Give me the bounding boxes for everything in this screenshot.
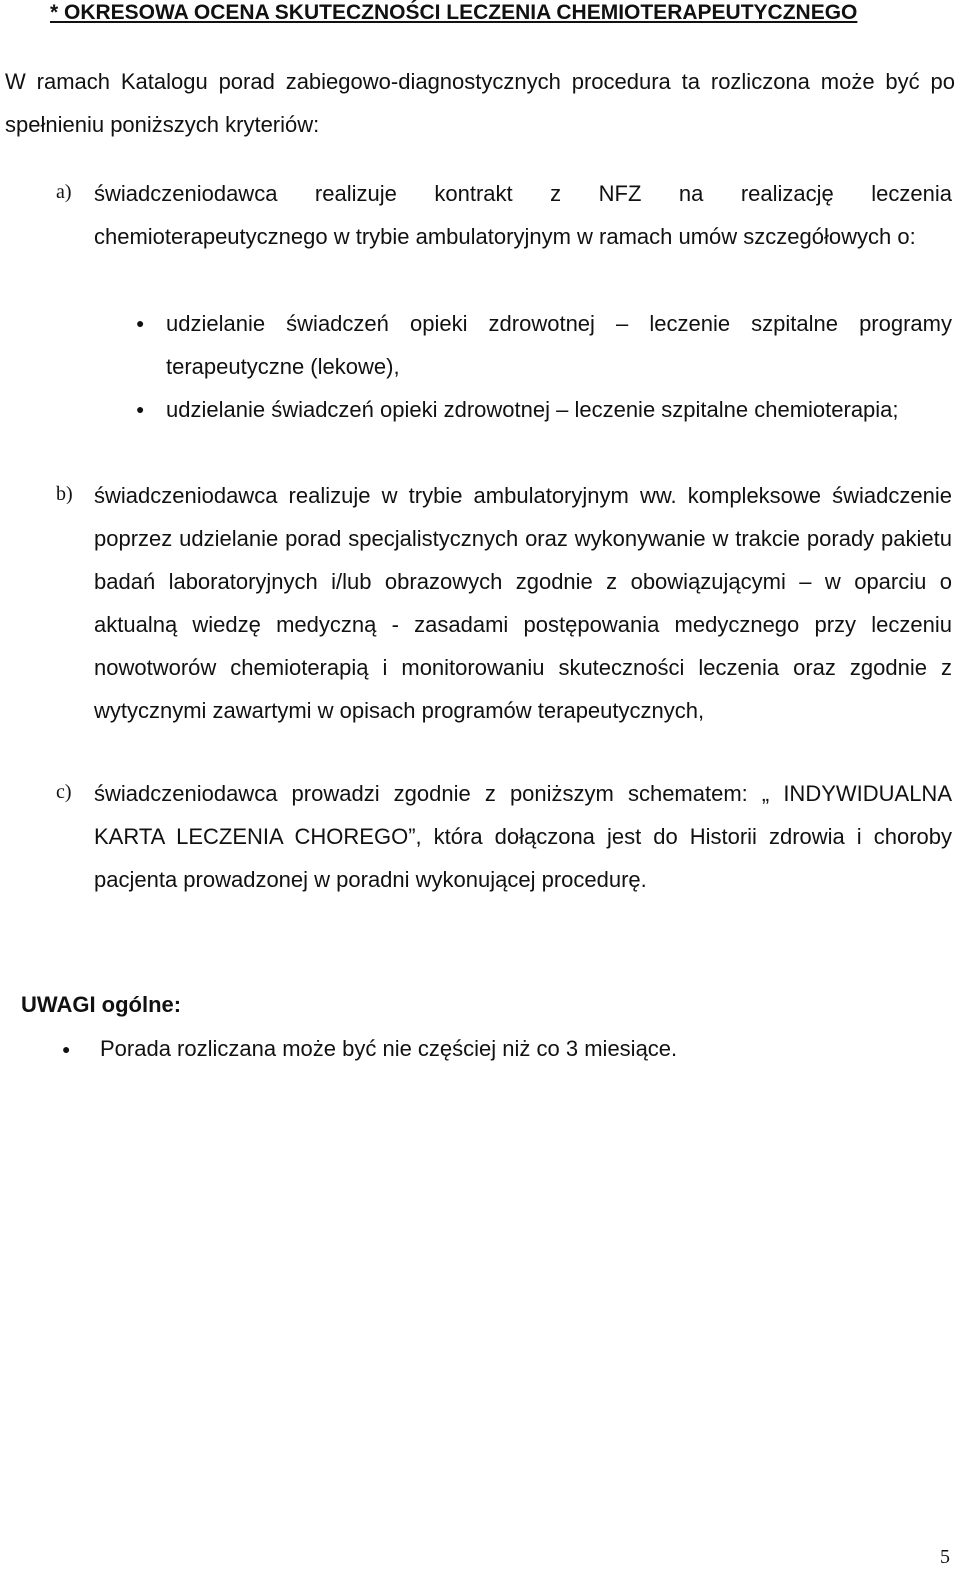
sub-bullet-label: udzielanie świadczeń opieki zdrowotnej – leczenie szpitalne chemioterapia; [166,397,899,422]
list-marker: b) [56,483,73,505]
notes-heading: UWAGI ogólne: [21,992,182,1017]
bullet-icon: ● [136,401,145,417]
list-marker: a) [56,181,72,203]
page-title: * OKRESOWA OCENA SKUTECZNOŚCI LECZENIA CHEMIOTERAPEUTYCZNEGO [50,1,858,24]
sub-bullet-text [166,388,952,431]
page-number: 5 [940,1546,950,1568]
list-marker: c) [56,781,72,803]
criterion-text: świadczeniodawca prowadzi zgodnie z poniższym schematem: „ INDYWIDUALNA KARTA LECZENIA CHOREGO”, która dołączona jest do Historii zdrowia i choroby pacjenta prowadzonej w poradni wykonującej procedurę. [94,781,952,892]
sub-bullet-label: udzielanie świadczeń opieki zdrowotnej – leczenie szpitalne programy terapeutyczne (lekowe), [166,311,952,379]
criterion-text: świadczeniodawca realizuje kontrakt z NFZ na realizację leczenia chemioterapeutycznego w trybie ambulatoryjnym w ramach umów szczegółowych o: [94,181,952,249]
sub-bullet-text [166,302,952,388]
note-text: Porada rozliczana może być nie częściej niż co 3 miesiące. [100,1036,678,1061]
criterion-text: świadczeniodawca realizuje w trybie ambulatoryjnym ww. kompleksowe świadczenie poprzez udzielanie porad specjalistycznych oraz wykonywanie w trakcie porady pakietu badań laboratoryjnych i/lub obrazowych zgodnie z obowiązującymi – w oparciu o aktualną wiedzę medyczną - zasadami postępowania medycznego przy leczeniu nowotworów chemioterapią i monitorowaniu skuteczności leczenia oraz zgodnie z wytycznymi zawartymi w opisach programów terapeutycznych, [94,483,952,723]
intro-paragraph: W ramach Katalogu porad zabiegowo-diagnostycznych procedura ta rozliczona może być po spełnieniu poniższych kryteriów: [5,69,955,137]
bullet-icon: ● [62,1041,71,1057]
bullet-icon: ● [136,315,145,331]
